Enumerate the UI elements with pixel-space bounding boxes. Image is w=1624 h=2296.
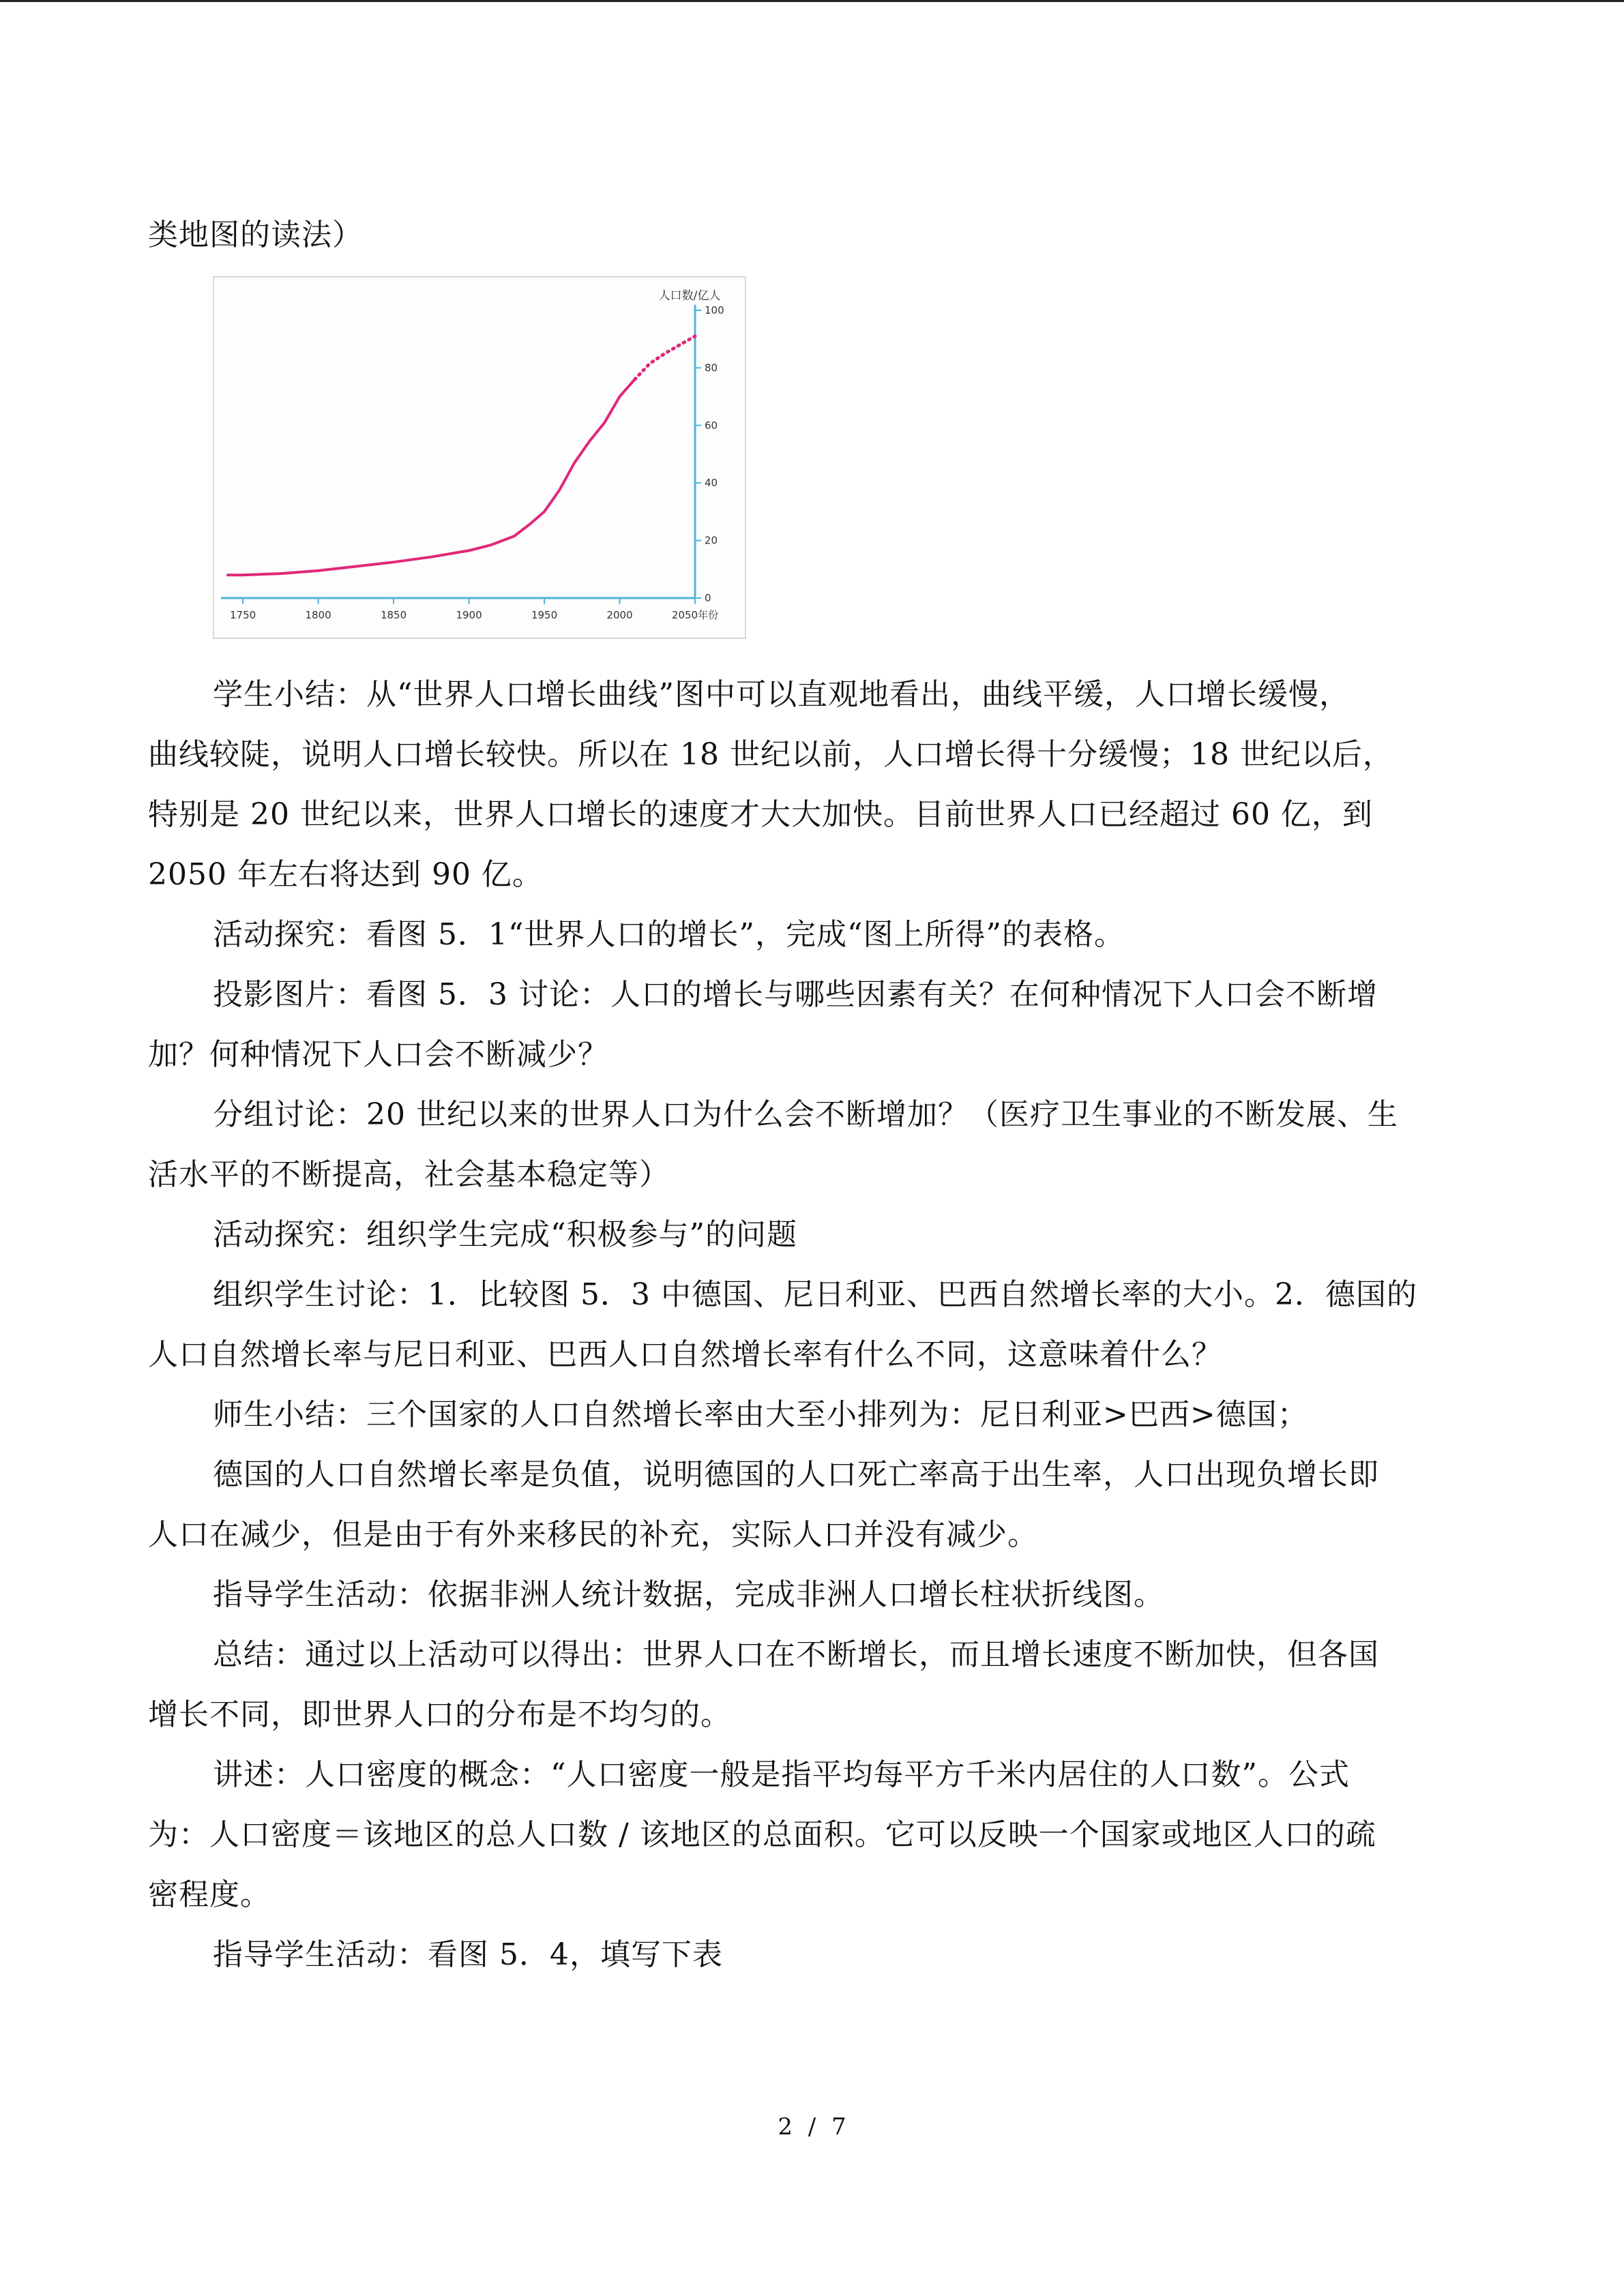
text-line: 曲线较陡，说明人口增长较快。所以在 18 世纪以前，人口增长得十分缓慢；18 世纪以后， (148, 737, 1393, 772)
text-line: 活水平的不断提高，社会基本稳定等） (148, 1157, 670, 1192)
y-tick-label: 60 (705, 419, 718, 432)
y-tick-label: 100 (705, 304, 724, 316)
page-separator: / (808, 2113, 816, 2141)
text-line: 组织学生讨论：1．比较图 5．3 中德国、尼日利亚、巴西自然增长率的大小。2．德国的 (213, 1277, 1417, 1312)
population-line (228, 379, 635, 575)
text-line: 学生小结：从“世界人口增长曲线”图中可以直观地看出，曲线平缓，人口增长缓慢， (213, 677, 1350, 712)
text-line: 类地图的读法） (148, 218, 363, 252)
total-pages: 7 (831, 2113, 846, 2141)
x-tick-label: 1750 (230, 609, 256, 621)
text-line: 分组讨论：20 世纪以来的世界人口为什么会不断增加？（医疗卫生事业的不断发展、生 (213, 1097, 1398, 1132)
text-line: 2050 年左右将达到 90 亿。 (148, 857, 543, 892)
text-line: 活动探究：看图 5．1“世界人口的增长”，完成“图上所得”的表格。 (213, 917, 1125, 952)
projection-line (635, 336, 695, 379)
text-line: 师生小结：三个国家的人口自然增长率由大至小排列为：尼日利亚>巴西>德国； (213, 1397, 1308, 1432)
text-line: 特别是 20 世纪以来，世界人口增长的速度才大大加快。目前世界人口已经超过 60 亿，到 (148, 797, 1373, 832)
y-tick-label: 20 (705, 534, 718, 547)
page-number (0, 2112, 1624, 2142)
text-line: 活动探究：组织学生完成“积极参与”的问题 (213, 1217, 797, 1252)
y-tick-label: 0 (705, 592, 711, 604)
y-tick-label: 80 (705, 361, 718, 374)
text-line: 人口在减少，但是由于有外来移民的补充，实际人口并没有减少。 (148, 1517, 1038, 1552)
text-line: 指导学生活动：依据非洲人统计数据，完成非洲人口增长柱状折线图。 (213, 1577, 1164, 1612)
text-line: 投影图片：看图 5．3 讨论：人口的增长与哪些因素有关？在何种情况下人口会不断增 (213, 977, 1378, 1012)
text-line: 密程度。 (148, 1877, 271, 1912)
x-tick-label: 1900 (456, 609, 482, 621)
text-line: 讲述：人口密度的概念：“人口密度一般是指平均每平方千米内居住的人口数”。公式 (213, 1757, 1350, 1792)
top-border (0, 0, 1624, 2)
y-tick-label: 40 (705, 477, 718, 490)
text-line: 指导学生活动：看图 5．4，填写下表 (213, 1937, 723, 1972)
current-page: 2 (778, 2113, 793, 2141)
y-axis-label: 人口数/亿人 (658, 289, 721, 303)
x-tick-label: 2050年份 (671, 609, 719, 621)
text-line: 总结：通过以上活动可以得出：世界人口在不断增长，而且增长速度不断加快，但各国 (213, 1637, 1379, 1672)
text-line: 加？何种情况下人口会不断减少？ (148, 1037, 608, 1072)
chart-svg (214, 278, 745, 638)
world-population-chart (213, 276, 746, 639)
text-line: 人口自然增长率与尼日利亚、巴西人口自然增长率有什么不同，这意味着什么？ (148, 1337, 1222, 1372)
x-tick-label: 1850 (380, 609, 407, 621)
x-tick-label: 1950 (531, 609, 558, 621)
x-tick-label: 1800 (305, 609, 331, 621)
text-line: 德国的人口自然增长率是负值，说明德国的人口死亡率高于出生率，人口出现负增长即 (213, 1457, 1379, 1492)
text-line: 为：人口密度＝该地区的总人口数 / 该地区的总面积。它可以反映一个国家或地区人口的疏 (148, 1817, 1376, 1852)
text-line: 增长不同，即世界人口的分布是不均匀的。 (148, 1697, 731, 1732)
x-tick-label: 2000 (606, 609, 633, 621)
